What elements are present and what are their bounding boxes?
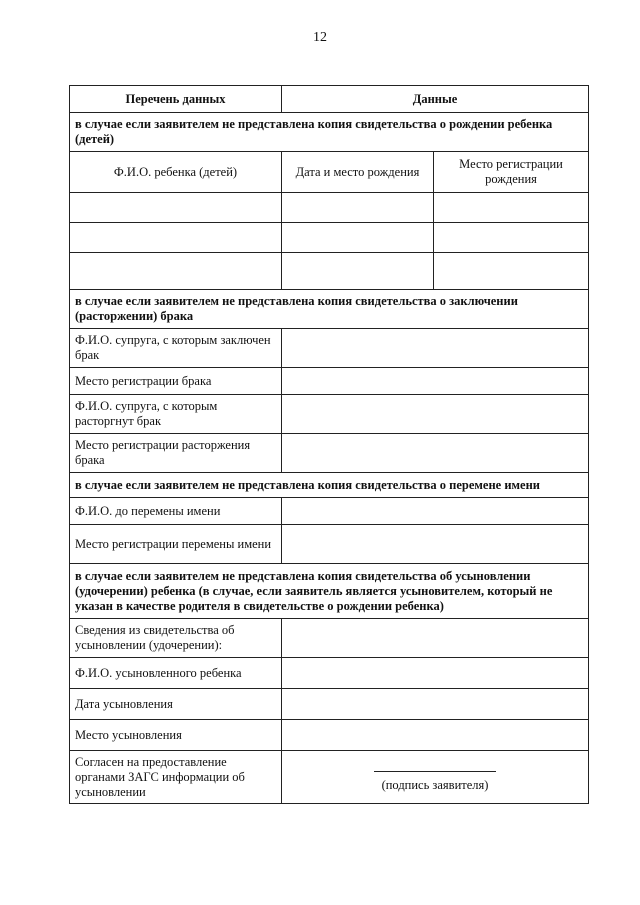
header-list-of-data: Перечень данных (70, 86, 282, 113)
divorce-spouse-name-field[interactable] (282, 395, 589, 434)
name-change-registration-label: Место регистрации перемены имени (70, 525, 282, 564)
form-row (70, 368, 589, 395)
section-marriage-title: в случае если заявителем не представлена копия свидетельства о заключении (расторжении) брака (70, 290, 589, 329)
adopted-child-name-label: Ф.И.О. усыновленного ребенка (70, 658, 282, 689)
signature-cell[interactable] (282, 751, 589, 804)
adoption-consent-label: Согласен на предоставление органами ЗАГС информации об усыновлении (70, 751, 282, 804)
birth-entry-row (70, 193, 589, 223)
birth-entry-row (70, 223, 589, 253)
birth-child-name-field[interactable] (70, 253, 282, 290)
table-header-row (70, 86, 589, 113)
form-row (70, 751, 589, 804)
section-adoption-title-row (70, 564, 589, 619)
page-number: 12 (313, 30, 327, 45)
birth-registration-field[interactable] (434, 193, 589, 223)
birth-date-place-field[interactable] (282, 253, 434, 290)
divorce-registration-label: Место регистрации расторжения брака (70, 434, 282, 473)
form-row (70, 329, 589, 368)
birth-child-name-field[interactable] (70, 223, 282, 253)
adopted-child-name-field[interactable] (282, 658, 589, 689)
birth-col-registration-place: Место регистрации рождения (434, 152, 589, 193)
divorce-registration-field[interactable] (282, 434, 589, 473)
birth-child-name-field[interactable] (70, 193, 282, 223)
form-row (70, 395, 589, 434)
section-name-change-title-row (70, 473, 589, 498)
form-row (70, 434, 589, 473)
section-name-change-title: в случае если заявителем не представлена копия свидетельства о перемене имени (70, 473, 589, 498)
marriage-registration-label: Место регистрации брака (70, 368, 282, 395)
form-row (70, 689, 589, 720)
adoption-place-label: Место усыновления (70, 720, 282, 751)
adoption-date-field[interactable] (282, 689, 589, 720)
section-marriage-title-row (70, 290, 589, 329)
form-row (70, 525, 589, 564)
section-adoption-title: в случае если заявителем не представлена копия свидетельства об усыновлении (удочерении) ребенка (в случае, если заявитель является усыновителем, который не указан в качестве родителя в свидетельстве о рождении ребенка) (70, 564, 589, 619)
name-before-change-label: Ф.И.О. до перемены имени (70, 498, 282, 525)
adoption-date-label: Дата усыновления (70, 689, 282, 720)
adoption-certificate-info-label: Сведения из свидетельства об усыновлении (удочерении): (70, 619, 282, 658)
birth-date-place-field[interactable] (282, 193, 434, 223)
birth-registration-field[interactable] (434, 223, 589, 253)
form-row (70, 498, 589, 525)
birth-col-child-name: Ф.И.О. ребенка (детей) (70, 152, 282, 193)
name-change-registration-field[interactable] (282, 525, 589, 564)
marriage-spouse-name-field[interactable] (282, 329, 589, 368)
header-data: Данные (282, 86, 589, 113)
birth-entry-row (70, 253, 589, 290)
section-birth-title: в случае если заявителем не представлена копия свидетельства о рождении ребенка (детей) (70, 113, 589, 152)
birth-columns-row (70, 152, 589, 193)
adoption-certificate-info-field[interactable] (282, 619, 589, 658)
divorce-spouse-name-label: Ф.И.О. супруга, с которым расторгнут брак (70, 395, 282, 434)
section-birth-title-row (70, 113, 589, 152)
birth-date-place-field[interactable] (282, 223, 434, 253)
name-before-change-field[interactable] (282, 498, 589, 525)
marriage-registration-field[interactable] (282, 368, 589, 395)
birth-col-date-place: Дата и место рождения (282, 152, 434, 193)
signature-line (374, 771, 496, 772)
birth-registration-field[interactable] (434, 253, 589, 290)
adoption-place-field[interactable] (282, 720, 589, 751)
form-row (70, 720, 589, 751)
marriage-spouse-name-label: Ф.И.О. супруга, с которым заключен брак (70, 329, 282, 368)
form-row (70, 619, 589, 658)
data-form-table (69, 85, 589, 804)
signature-caption: (подпись заявителя) (381, 778, 489, 792)
form-row (70, 658, 589, 689)
